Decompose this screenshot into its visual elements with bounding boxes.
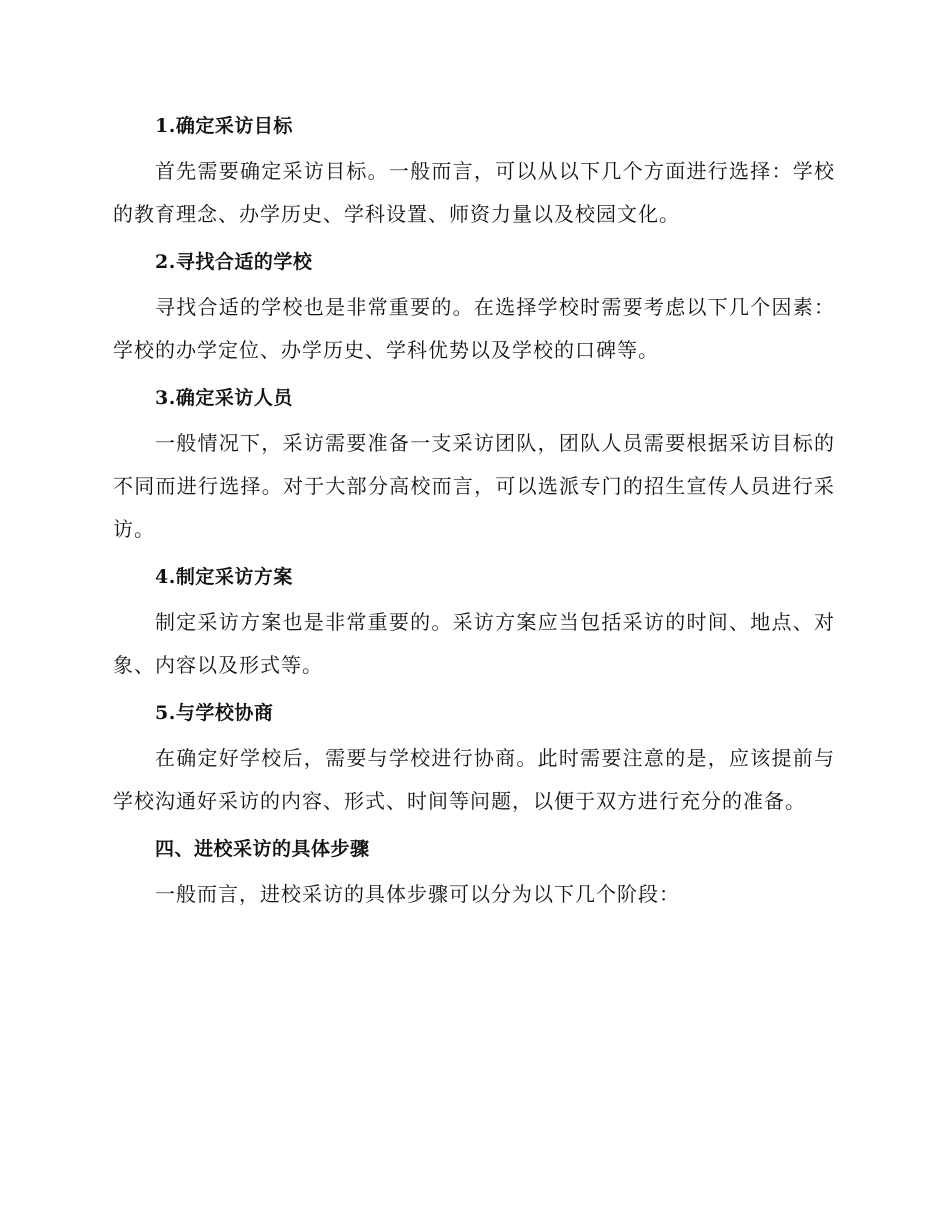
section-heading-1: 1.确定采访目标 [155, 115, 293, 137]
section-paragraph-3: 一般情况下，采访需要准备一支采访团队，团队人员需要根据采访目标的不同而进行选择。对于大部分高校而言，可以选派专门的招生宣传人员进行采访。 [113, 431, 835, 541]
section-heading-5: 5.与学校协商 [155, 702, 274, 724]
section-paragraph-1: 首先需要确定采访目标。一般而言，可以从以下几个方面进行选择：学校的教育理念、办学历史、学科设置、师资力量以及校园文化。 [113, 159, 835, 226]
document-body [113, 108, 835, 924]
section-heading-2: 2.寻找合适的学校 [155, 251, 313, 273]
section-heading-3: 3.确定采访人员 [155, 387, 293, 409]
chapter-paragraph: 一般而言，进校采访的具体步骤可以分为以下几个阶段： [155, 882, 680, 906]
section-heading-4: 4.制定采访方案 [155, 566, 293, 588]
section-paragraph-2: 寻找合适的学校也是非常重要的。在选择学校时需要考虑以下几个因素：学校的办学定位、办学历史、学科优势以及学校的口碑等。 [113, 295, 835, 362]
chapter-heading: 四、进校采访的具体步骤 [155, 838, 370, 860]
section-paragraph-4: 制定采访方案也是非常重要的。采访方案应当包括采访的时间、地点、对象、内容以及形式等。 [113, 610, 835, 677]
section-paragraph-5: 在确定好学校后，需要与学校进行协商。此时需要注意的是，应该提前与学校沟通好采访的内容、形式、时间等问题，以便于双方进行充分的准备。 [113, 746, 835, 813]
